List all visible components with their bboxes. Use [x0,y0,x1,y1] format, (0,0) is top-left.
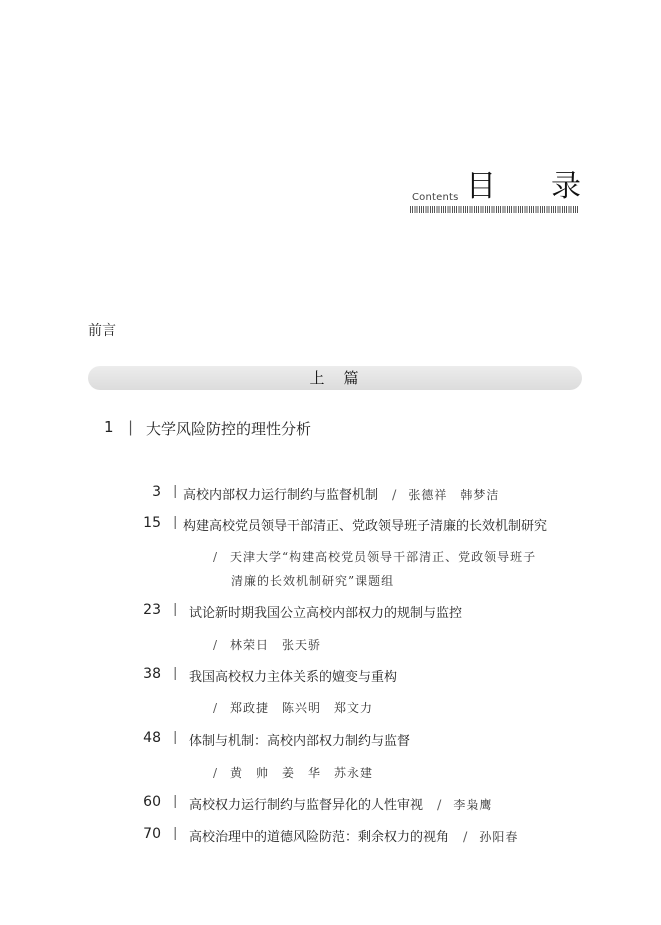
toc-entry[interactable] [0,794,661,818]
entry-author: 李枭鹰 [453,798,493,812]
chapter-title: 大学风险防控的理性分析 [146,420,312,438]
entry-title: 构建高校党员领导干部清正、党政领导班子清廉的长效机制研究 [183,519,548,534]
chapter-number: 1 [104,418,114,436]
toc-entry[interactable] [0,666,661,690]
entry-title: 试论新时期我国公立高校内部权力的规制与监控 [189,606,463,621]
entry-page: 70 [143,826,161,842]
entry-author-continued: 清廉的长效机制研究”课题组 [231,574,395,588]
toc-entry[interactable] [0,730,661,754]
entry-title: 高校治理中的道德风险防范：剩余权力的视角 / 孙阳春 [189,830,519,845]
entry-author: 张德祥 韩梦洁 [408,488,500,502]
entry-title: 体制与机制：高校内部权力制约与监督 [189,734,411,749]
entry-separator: | [173,484,178,499]
entry-page: 23 [143,602,161,618]
toc-title-char-2: 录 [551,169,581,204]
contents-label: Contents [412,192,459,203]
entry-separator: | [173,826,178,841]
toc-header [410,170,582,218]
toc-entry[interactable] [0,515,661,539]
entry-page: 60 [143,794,161,810]
entry-author: 孙阳春 [479,830,519,844]
entry-title: 我国高校权力主体关系的嬗变与重构 [189,670,398,685]
entry-page: 48 [143,730,161,746]
toc-entry[interactable] [0,484,661,508]
entry-author: / 黄 帅 姜 华 苏永建 [213,766,374,780]
toc-entry[interactable] [0,826,661,850]
entry-title: 高校内部权力运行制约与监督机制 / 张德祥 韩梦洁 [183,488,500,503]
part-title: 上 篇 [309,369,361,387]
preface-link[interactable]: 前言 [88,323,116,339]
entry-page: 15 [143,515,161,531]
entry-separator: | [173,794,178,809]
entry-page: 3 [152,484,161,500]
part-banner [88,366,582,390]
toc-entry[interactable] [0,602,661,626]
entry-author: / 天津大学“构建高校党员领导干部清正、党政领导班子 [213,550,537,564]
entry-page: 38 [143,666,161,682]
entry-separator: | [173,515,178,530]
chapter-separator: | [128,418,134,436]
entry-separator: | [173,730,178,745]
entry-author: / 郑政捷 陈兴明 郑文力 [213,701,374,715]
entry-separator: | [173,602,178,617]
entry-author: / 林荣日 张天骄 [213,638,322,652]
entry-separator: | [173,666,178,681]
toc-title-char-1: 目 [466,169,496,204]
decorative-dash-rule [410,206,578,213]
entry-title: 高校权力运行制约与监督异化的人性审视 / 李枭鹰 [189,798,493,813]
